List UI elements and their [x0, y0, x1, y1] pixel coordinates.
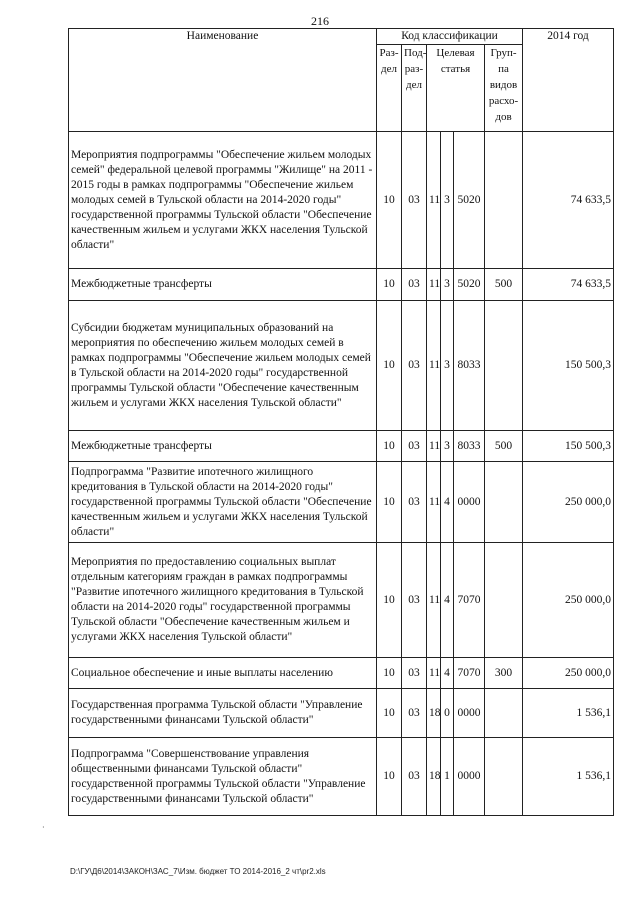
row-section: 10 — [377, 301, 402, 431]
row-expense-group: 300 — [485, 658, 523, 689]
scan-speck: · — [42, 823, 45, 832]
row-amount: 250 000,0 — [523, 543, 614, 658]
row-subsection: 03 — [402, 738, 427, 816]
header-classification: Код классификации — [377, 29, 523, 45]
row-target-direction: 0000 — [454, 462, 485, 543]
row-amount: 250 000,0 — [523, 658, 614, 689]
row-name: Мероприятия по предоставлению социальных выплат отдельным категориям граждан в рамках подпрограммы "Развитие ипотечного жилищного кредитования в Тульской области на 2014-2020 годы" государственной программы Тульской области "Обеспечение качественным жильем и услугами ЖКХ населения Тульской области" — [69, 543, 377, 658]
row-target-program: 11 — [427, 269, 441, 301]
row-amount: 74 633,5 — [523, 269, 614, 301]
row-target-program: 18 — [427, 689, 441, 738]
row-target-direction: 5020 — [454, 132, 485, 269]
row-target-direction: 0000 — [454, 738, 485, 816]
row-target-program: 11 — [427, 543, 441, 658]
row-section: 10 — [377, 269, 402, 301]
table-row — [69, 132, 614, 269]
table-row — [69, 269, 614, 301]
row-target-program: 11 — [427, 431, 441, 462]
row-name: Подпрограмма "Развитие ипотечного жилищного кредитования в Тульской области на 2014-2020 годы" государственной программы Тульской области "Обеспечение качественным жильем и услугами ЖКХ населения Тульской области" — [69, 462, 377, 543]
header-expense-group: Груп-па видов расхо-дов — [485, 45, 523, 132]
row-name: Социальное обеспечение и иные выплаты населению — [69, 658, 377, 689]
row-amount: 250 000,0 — [523, 462, 614, 543]
table-row — [69, 738, 614, 816]
row-target-program: 11 — [427, 132, 441, 269]
header-subsection: Под-раз-дел — [402, 45, 427, 132]
row-subsection: 03 — [402, 301, 427, 431]
footer-file-path: D:\ГУ\Д6\2014\ЗАКОН\ЗАС_7\Изм. бюджет ТО 2014-2016_2 чт\pr2.xls — [70, 867, 326, 876]
row-target-direction: 7070 — [454, 543, 485, 658]
row-amount: 1 536,1 — [523, 738, 614, 816]
row-target-direction: 7070 — [454, 658, 485, 689]
row-section: 10 — [377, 658, 402, 689]
row-subsection: 03 — [402, 689, 427, 738]
row-target-program: 18 — [427, 738, 441, 816]
row-expense-group — [485, 689, 523, 738]
table-row — [69, 543, 614, 658]
header-section: Раз-дел — [377, 45, 402, 132]
row-expense-group — [485, 543, 523, 658]
row-target-subprogram: 4 — [441, 543, 454, 658]
row-expense-group — [485, 738, 523, 816]
row-target-program: 11 — [427, 462, 441, 543]
row-name: Межбюджетные трансферты — [69, 431, 377, 462]
row-expense-group — [485, 132, 523, 269]
row-expense-group: 500 — [485, 269, 523, 301]
row-section: 10 — [377, 462, 402, 543]
row-target-program: 11 — [427, 658, 441, 689]
row-target-subprogram: 4 — [441, 462, 454, 543]
row-name: Подпрограмма "Совершенствование управления общественными финансами Тульской области" государственной программы Тульской области "Управление государственными финансами Тульской области" — [69, 738, 377, 816]
row-target-direction: 8033 — [454, 431, 485, 462]
row-name: Государственная программа Тульской области "Управление государственными финансами Тульской области" — [69, 689, 377, 738]
header-target-article: Целевая статья — [427, 45, 485, 132]
row-expense-group: 500 — [485, 431, 523, 462]
row-section: 10 — [377, 543, 402, 658]
header-row-top — [69, 29, 614, 45]
row-name: Субсидии бюджетам муниципальных образований на мероприятия по обеспечению жильем молодых семей в рамках подпрограммы "Обеспечение жильем молодых семей в Тульской области на 2014-2020 годы" государственной программы Тульской области "Обеспечение качественным жильем и услугами ЖКХ населения Тульской области" — [69, 301, 377, 431]
row-expense-group — [485, 301, 523, 431]
row-target-direction: 8033 — [454, 301, 485, 431]
row-amount: 150 500,3 — [523, 431, 614, 462]
row-target-direction: 0000 — [454, 689, 485, 738]
row-subsection: 03 — [402, 462, 427, 543]
budget-table — [68, 28, 614, 816]
row-name: Мероприятия подпрограммы "Обеспечение жильем молодых семей" федеральной целевой программы "Жилище" на 2011 - 2015 годы в рамках подпрограммы "Обеспечение жильем молодых семей в Тульской области на 2014-2020 годы" государственной программы Тульской области "Обеспечение качественным жильем и услугами ЖКХ населения Тульской области" — [69, 132, 377, 269]
table-row — [69, 431, 614, 462]
row-amount: 74 633,5 — [523, 132, 614, 269]
row-name: Межбюджетные трансферты — [69, 269, 377, 301]
row-subsection: 03 — [402, 269, 427, 301]
header-year: 2014 год — [523, 29, 614, 132]
table-row — [69, 301, 614, 431]
row-target-subprogram: 3 — [441, 431, 454, 462]
page-number: 216 — [311, 14, 329, 28]
row-target-subprogram: 3 — [441, 301, 454, 431]
row-section: 10 — [377, 431, 402, 462]
row-target-subprogram: 0 — [441, 689, 454, 738]
row-subsection: 03 — [402, 658, 427, 689]
row-target-subprogram: 4 — [441, 658, 454, 689]
row-section: 10 — [377, 689, 402, 738]
row-target-subprogram: 3 — [441, 132, 454, 269]
row-target-direction: 5020 — [454, 269, 485, 301]
row-section: 10 — [377, 738, 402, 816]
table-row — [69, 462, 614, 543]
row-target-subprogram: 1 — [441, 738, 454, 816]
row-subsection: 03 — [402, 543, 427, 658]
table-row — [69, 689, 614, 738]
table-row — [69, 658, 614, 689]
row-subsection: 03 — [402, 431, 427, 462]
row-subsection: 03 — [402, 132, 427, 269]
row-target-program: 11 — [427, 301, 441, 431]
row-amount: 1 536,1 — [523, 689, 614, 738]
row-amount: 150 500,3 — [523, 301, 614, 431]
row-target-subprogram: 3 — [441, 269, 454, 301]
row-section: 10 — [377, 132, 402, 269]
header-name: Наименование — [69, 29, 377, 132]
row-expense-group — [485, 462, 523, 543]
